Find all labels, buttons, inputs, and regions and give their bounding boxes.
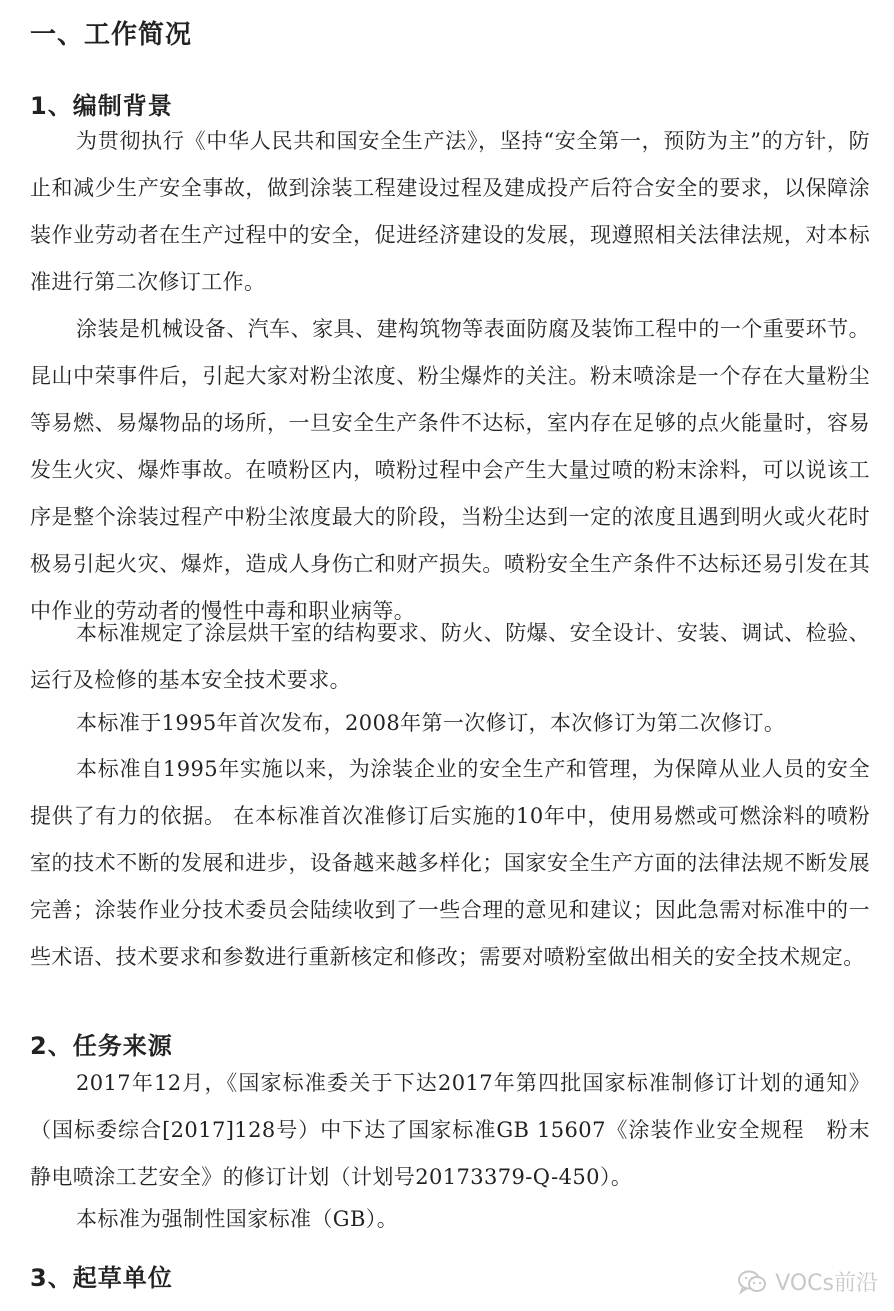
section-title-task-source: 2、任务来源 <box>30 1032 173 1060</box>
wechat-icon <box>737 1269 767 1295</box>
paragraph: 本标准规定了涂层烘干室的结构要求、防火、防爆、安全设计、安装、调试、检验、运行及检修的基本安全技术要求。 <box>30 621 870 692</box>
section-title-drafting-unit: 3、起草单位 <box>30 1264 173 1292</box>
paragraph: 2017年12月，《国家标准委关于下达2017年第四批国家标准制修订计划的通知》（国标委综合[2017]128号）中下达了国家标准GB 15607《涂装作业安全规程 粉末静电喷涂工艺安全》的修订计划（计划号20173379-Q-450）。 <box>30 1071 870 1189</box>
paragraph: 为贯彻执行《中华人民共和国安全生产法》，坚持“安全第一，预防为主”的方针，防止和减少生产安全事故，做到涂装工程建设过程及建成投产后符合安全的要求，以保障涂装作业劳动者在生产过程中的安全，促进经济建设的发展，现遵照相关法律法规，对本标准进行第二次修订工作。 <box>30 129 870 294</box>
paragraph: 本标准为强制性国家标准（GB）。 <box>76 1207 399 1231</box>
section-title-background: 1、编制背景 <box>30 92 173 120</box>
watermark-text: VOCs前沿 <box>775 1271 878 1296</box>
paragraph: 本标准于1995年首次发布，2008年第一次修订，本次修订为第二次修订。 <box>76 711 786 735</box>
paragraph: 本标准自1995年实施以来，为涂装企业的安全生产和管理，为保障从业人员的安全提供了有力的依据。 在本标准首次准修订后实施的10年中，使用易燃或可燃涂料的喷粉室的技术不断的发展和进步，设备越来越多样化；国家安全生产方面的法律法规不断发展完善；涂装作业分技术委员会陆续收到了一些合理的意见和建议；因此急需对标准中的一些术语、技术要求和参数进行重新核定和修改；需要对喷粉室做出相关的安全技术规定。 <box>30 757 870 969</box>
watermark <box>737 1266 878 1297</box>
main-heading: 一、工作简况 <box>30 20 193 50</box>
paragraph: 涂装是机械设备、汽车、家具、建构筑物等表面防腐及装饰工程中的一个重要环节。昆山中荣事件后，引起大家对粉尘浓度、粉尘爆炸的关注。粉末喷涂是一个存在大量粉尘等易燃、易爆物品的场所，一旦安全生产条件不达标，室内存在足够的点火能量时，容易发生火灾、爆炸事故。在喷粉区内，喷粉过程中会产生大量过喷的粉末涂料，可以说该工序是整个涂装过程产中粉尘浓度最大的阶段，当粉尘达到一定的浓度且遇到明火或火花时极易引起火灾、爆炸，造成人身伤亡和财产损失。喷粉安全生产条件不达标还易引发在其中作业的劳动者的慢性中毒和职业病等。 <box>30 317 870 623</box>
